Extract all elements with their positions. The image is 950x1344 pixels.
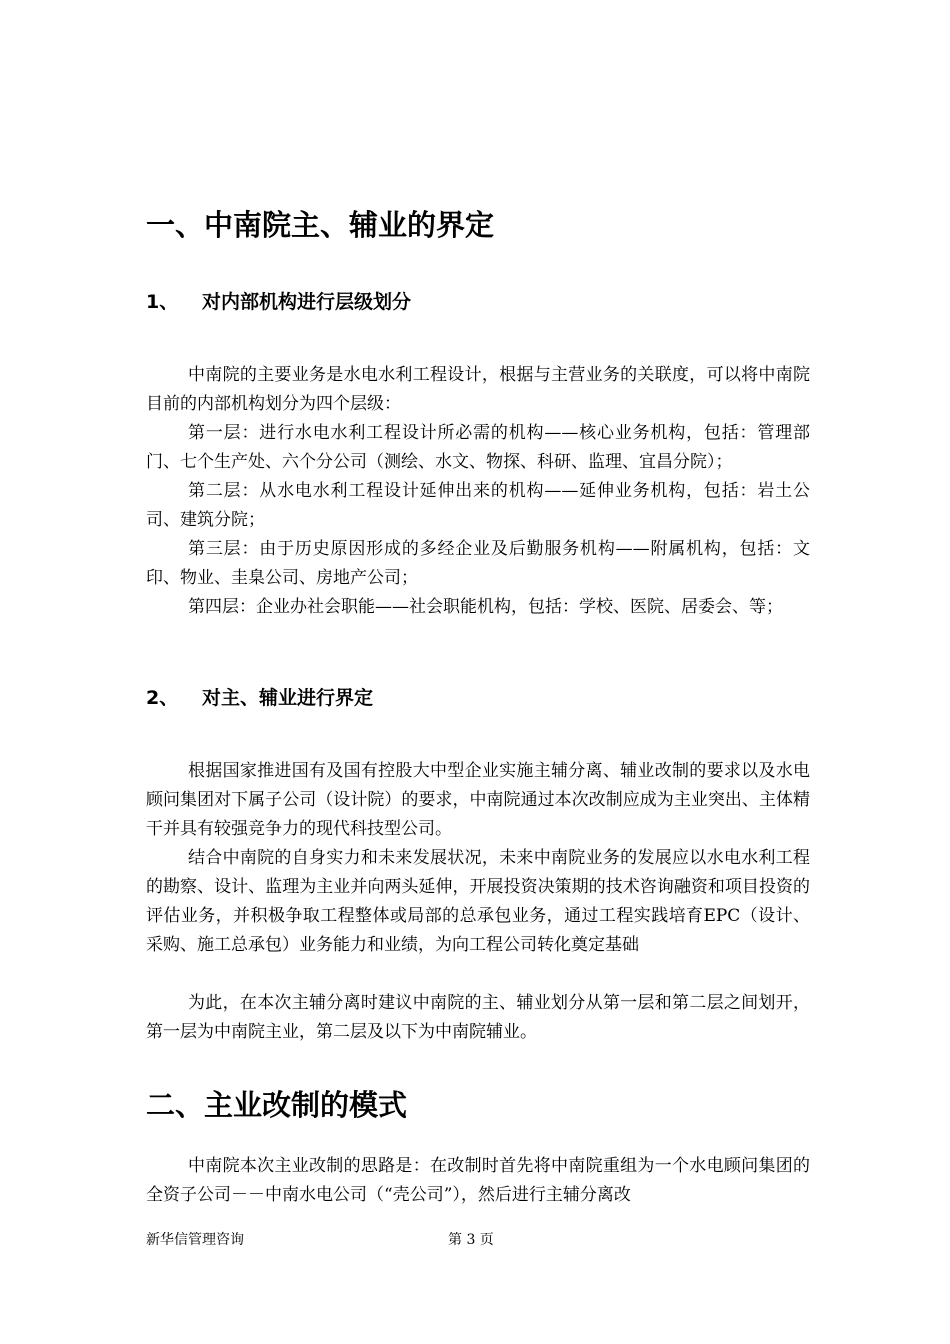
paragraph-division-recommendation: 为此，在本次主辅分离时建议中南院的主、辅业划分从第一层和第二层之间划开，第一层为中南院主业，第二层及以下为中南院辅业。 (146, 993, 810, 1042)
subsection-1-heading (146, 289, 411, 315)
section-1-heading: 一、中南院主、辅业的界定 (146, 208, 495, 242)
paragraph-layer-2: 第二层：从水电水利工程设计延伸出来的机构——延伸业务机构，包括：岩土公司、建筑分院； (146, 481, 810, 530)
subsection-2-number: 2、 (146, 687, 179, 709)
subsection-2-heading (146, 685, 373, 711)
subsection-1-title: 对内部机构进行层级划分 (202, 291, 412, 313)
section-2-heading: 二、主业改制的模式 (146, 1088, 408, 1122)
subsection-1-number: 1、 (146, 291, 179, 313)
footer-company-name: 新华信管理咨询 (146, 1232, 244, 1248)
paragraph-layer-3: 第三层：由于历史原因形成的多经企业及后勤服务机构——附属机构，包括：文印、物业、圭臬公司、房地产公司； (146, 539, 810, 588)
subsection-2-title: 对主、辅业进行界定 (202, 687, 374, 709)
paragraph-future-development: 结合中南院的自身实力和未来发展状况，未来中南院业务的发展应以水电水利工程的勘察、设计、监理为主业并向两头延伸，开展投资决策期的技术咨询融资和项目投资的评估业务，并积极争取工程整体或局部的总承包业务，通过工程实践培育EPC（设计、采购、施工总承包）业务能力和业绩，为向工程公司转化奠定基础 (146, 848, 810, 955)
paragraph-layer-1: 第一层：进行水电水利工程设计所必需的机构——核心业务机构，包括：管理部门、七个生产处、六个分公司（测绘、水文、物探、科研、监理、宜昌分院）； (146, 423, 810, 472)
paragraph-business-overview: 中南院的主要业务是水电水利工程设计，根据与主营业务的关联度，可以将中南院目前的内部机构划分为四个层级： (146, 365, 810, 414)
paragraph-restructuring-approach: 中南院本次主业改制的思路是：在改制时首先将中南院重组为一个水电顾问集团的全资子公司－－中南水电公司（“壳公司”），然后进行主辅分离改 (146, 1156, 810, 1205)
paragraph-policy-requirements: 根据国家推进国有及国有控股大中型企业实施主辅分离、辅业改制的要求以及水电顾问集团对下属子公司（设计院）的要求，中南院通过本次改制应成为主业突出、主体精干并具有较强竞争力的现代科技型公司。 (146, 761, 810, 839)
footer-page-number: 第 3 页 (448, 1232, 494, 1248)
paragraph-layer-4: 第四层：企业办社会职能——社会职能机构，包括：学校、医院、居委会、等； (188, 597, 783, 617)
